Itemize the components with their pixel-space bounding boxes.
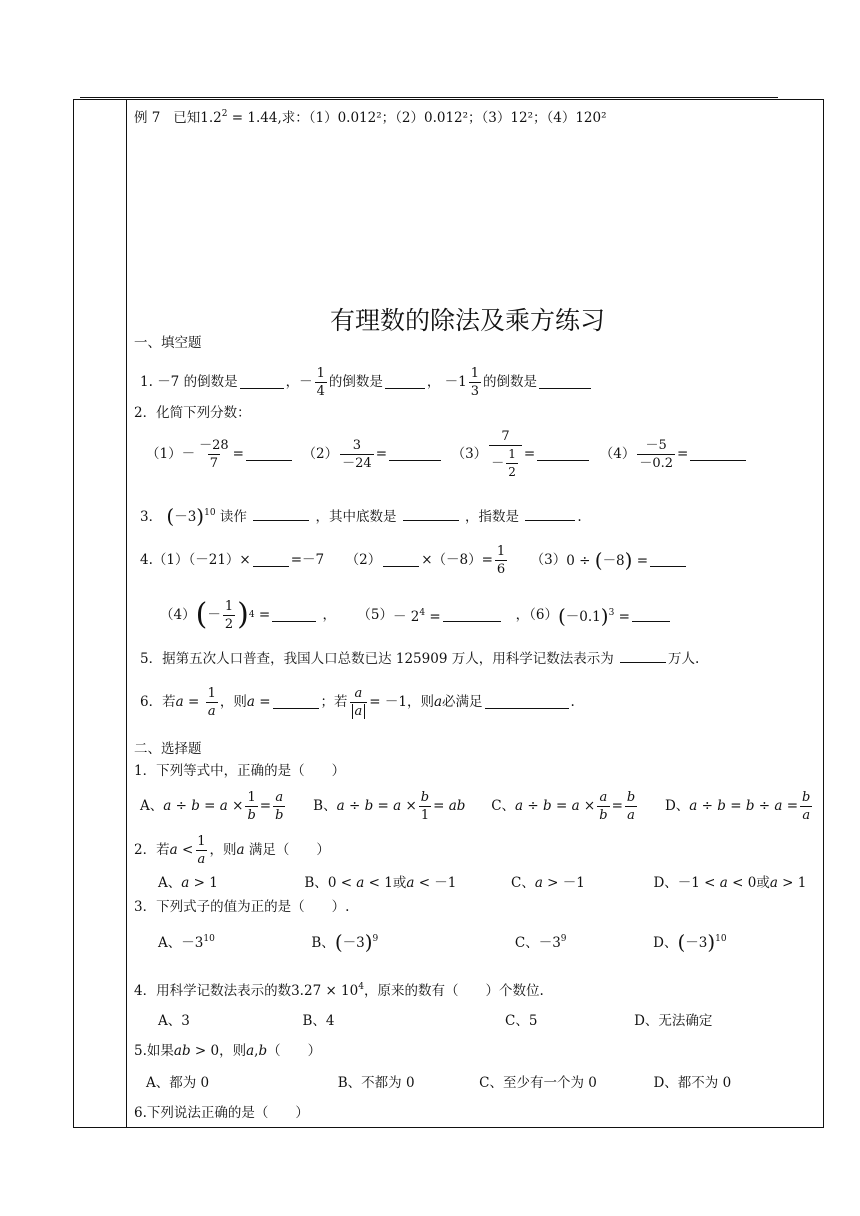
option-a-label: A、 — [140, 798, 164, 814]
option-a-label: A、 — [158, 935, 182, 951]
q1-part-b: 的倒数是 — [328, 374, 383, 390]
or-text: 或 — [392, 875, 407, 891]
choice-q4-options — [158, 1012, 712, 1030]
option-a-label: A、都为 0 — [146, 1075, 210, 1091]
example-label: 例 7 — [134, 110, 161, 126]
choice-q3-options: A、$-3^{10}$ B、$(-3)^9$ C、$-3^9$ D、$(-3)^{10}$ — [158, 930, 727, 954]
q3-end: . — [577, 509, 582, 525]
item-label: （2） — [302, 446, 339, 462]
answer-blank[interactable] — [632, 609, 670, 622]
answer-blank[interactable] — [272, 609, 316, 622]
answer-blank[interactable] — [253, 508, 309, 521]
answer-blank[interactable] — [383, 554, 419, 567]
answer-blank[interactable] — [389, 448, 441, 461]
option-b-label: B、 — [311, 935, 335, 951]
option-a-label: A、 — [158, 875, 182, 891]
q6-t1: ，则 — [219, 694, 247, 710]
answer-blank[interactable] — [690, 448, 746, 461]
given-expr: $1.2^2 = 1.44$ — [200, 109, 278, 126]
fraction-7-neg-half: 7 － $\frac{1}{2}$ — [489, 428, 522, 481]
minus-sign: － — [299, 374, 313, 390]
answer-blank[interactable] — [525, 508, 575, 521]
choice-q1-options: A、 a ÷ b = a × $\frac{1}{b}$ = $\frac{a}{b}$ B、 a ÷ b = a × $\frac{b}{1}$ = ab C、 a ÷ b = a × $\frac{a}{b}$ = $\frac{b}{a}$ D、 a ÷ b = b ÷ a = $\frac{b}{a}$ — [140, 789, 811, 823]
q4-p2b: ×（－8）= — [421, 552, 493, 568]
choice-q2: 2．若 a < $\frac{1}{a}$ ，则 a 满足（ ） — [134, 833, 330, 867]
q2-text3: 满足（ ） — [248, 842, 330, 858]
option-c-label: C、至少有一个为 0 — [479, 1075, 597, 1091]
q6-t4: 必满足 — [442, 694, 483, 710]
q6-text1: 6．若 — [140, 694, 176, 710]
fill-q6: 6．若 a = $\frac{1}{a}$ ，则 a = ；若 $\frac{a}{a}$ = －1 ，则 a 必满足 . — [140, 685, 575, 719]
q4-text1: 4．用科学记数法表示的数 — [134, 983, 292, 999]
q4-p1: （1）（－21）× — [152, 552, 251, 568]
q3-text3: ，指数是 — [465, 509, 520, 525]
or-text: 或 — [756, 875, 770, 891]
option-d-label: D、 — [653, 875, 678, 891]
choice-q5: 5.如果ab > 0，则a,b（ ） — [134, 1043, 322, 1059]
q6-t2: ；若 — [320, 694, 348, 710]
fraction-1-3: $\frac{1}{3}$ — [470, 365, 480, 399]
q2-text1: 2．若 — [134, 842, 170, 858]
answer-blank[interactable] — [240, 376, 284, 389]
power-expr: $(-3)^{10}$ — [166, 504, 216, 528]
choice-q4: 4．用科学记数法表示的数$3.27 \times 10^4$，原来的数有（ ）个数位. — [134, 982, 544, 999]
fraction-neg5-neg02: $\frac{-5}{-0.2}$ — [639, 437, 674, 471]
part-4: ；（4）120² — [532, 110, 607, 126]
option-d-label: D、都不为 0 — [653, 1075, 732, 1091]
q5-text2: ，则 — [219, 1043, 247, 1059]
fill-q4-row2: （4） ( － $\frac{1}{2}$ ) 4 = ， （5） － $2^4$ = ，（6） $(-0.1)^3$ = — [160, 590, 672, 640]
section2-heading: 二、选择题 — [134, 741, 202, 757]
q1-part-a: －7 的倒数是 — [157, 374, 238, 390]
answer-blank[interactable] — [539, 376, 591, 389]
page-title: 有理数的除法及乘方练习 — [330, 306, 606, 335]
option-b-label: B、 — [304, 875, 328, 891]
item-label: （1） — [146, 446, 182, 462]
fill-q2-items: （1） － $\frac{-28}{7}$ = （2） $\frac{3}{-24}$ = （3） 7 － $\frac{1}{2}$ = （4） $\frac{-5}{-0.2}$ = — [146, 424, 748, 484]
column-divider — [126, 99, 127, 1128]
example-7 — [134, 105, 607, 127]
fill-q1: 1. －7 的倒数是 ， － $\frac{1}{4}$ 的倒数是 ， －1 $\frac{1}{3}$ 的倒数是 — [140, 360, 593, 404]
q3-text1: 读作 — [219, 509, 247, 525]
q5-text3: （ ） — [267, 1043, 322, 1059]
answer-blank[interactable] — [246, 448, 292, 461]
fraction-1-2: $\frac{1}{2}$ — [224, 598, 234, 632]
q5-text1: 5.如果 — [134, 1043, 174, 1059]
q5-text: 5．据第五次人口普查，我国人口总数已达 125909 万人，用科学记数法表示为 — [140, 651, 614, 667]
option-b-label: B、 — [313, 798, 337, 814]
item-label: （3） — [451, 446, 488, 462]
ask-text: ,求： — [277, 110, 309, 126]
fill-q3 — [140, 504, 582, 526]
choice-q2-options: A、a > 1 B、0 < a < 1或a < －1 C、a > －1 D、－1 < a < 0或a > 1 — [158, 875, 807, 891]
answer-blank[interactable] — [253, 554, 289, 567]
choice-q5-options — [146, 1074, 731, 1092]
q4-p1b: =－7 — [290, 552, 325, 568]
q4-p5: （5） — [357, 607, 393, 623]
section1-heading: 一、填空题 — [134, 335, 202, 351]
fraction-1-a: $\frac{1}{a}$ — [207, 685, 216, 719]
answer-blank[interactable] — [385, 376, 425, 389]
fill-q5 — [140, 650, 699, 668]
fill-q4-row1: 4. （1）（－21）× =－7 （2） ×（－8）= $\frac{1}{6}$ （3） 0 ÷ (－8) = — [140, 538, 688, 582]
item-label: （4） — [599, 446, 636, 462]
answer-blank[interactable] — [485, 696, 569, 709]
q4-p3: （3） — [530, 552, 567, 568]
option-c-label: C、5 — [505, 1013, 538, 1029]
q6-t3: ，则 — [406, 694, 434, 710]
q2-text2: ，则 — [209, 842, 237, 858]
choice-q1: 1．下列等式中，正确的是（ ） — [134, 763, 346, 779]
part-2: ；（2）0.012² — [381, 110, 469, 126]
q6-end: . — [570, 694, 575, 710]
choice-q3: 3．下列式子的值为正的是（ ）. — [134, 899, 350, 915]
option-b-label: B、不都为 0 — [337, 1075, 415, 1091]
minus-sign: － — [181, 446, 196, 462]
mixed-number: －1 — [444, 374, 467, 390]
option-d-label: D、无法确定 — [634, 1013, 713, 1029]
q4-p2: （2） — [345, 552, 382, 568]
q4-p6: ，（6） — [515, 607, 558, 623]
fraction-3-neg24: $\frac{3}{-24}$ — [342, 437, 372, 471]
option-a-label: A、3 — [158, 1013, 190, 1029]
answer-blank[interactable] — [443, 609, 501, 622]
answer-blank[interactable] — [537, 448, 589, 461]
option-c-label: C、 — [510, 875, 535, 891]
q5-end: 万人. — [668, 651, 700, 667]
option-c-label: C、 — [514, 935, 539, 951]
option-d-label: D、 — [653, 935, 678, 951]
q-num: 3． — [140, 509, 163, 525]
fraction-neg28-7: $\frac{-28}{7}$ — [199, 437, 229, 471]
option-d-label: D、 — [664, 798, 690, 814]
given-text: 已知 — [173, 110, 201, 126]
q1-part-c: 的倒数是 — [483, 374, 538, 390]
part-3: ；（3）12² — [468, 110, 533, 126]
fraction-a-abs-a: $\frac{a}{a}$ — [350, 685, 368, 720]
option-c-label: C、 — [491, 798, 516, 814]
fraction-1-4: $\frac{1}{4}$ — [316, 365, 325, 399]
q4-text2: ，原来的数有（ ）个数位. — [363, 983, 544, 999]
answer-blank[interactable] — [650, 554, 686, 567]
choice-q6: 6.下列说法正确的是（ ） — [134, 1105, 309, 1121]
header-rule — [80, 97, 778, 98]
q-num: 4. — [140, 552, 153, 568]
answer-blank[interactable] — [620, 650, 666, 663]
q4-p4: （4） — [160, 607, 196, 623]
answer-blank[interactable] — [273, 696, 319, 709]
fill-q2-head: 2．化简下列分数： — [134, 405, 251, 421]
q-num: 1. — [140, 374, 153, 390]
part-1: （1）0.012² — [308, 110, 382, 126]
answer-blank[interactable] — [403, 508, 459, 521]
fraction-1-6: $\frac{1}{6}$ — [496, 543, 506, 577]
q3-text2: ，其中底数是 — [315, 509, 397, 525]
option-b-label: B、4 — [302, 1013, 335, 1029]
